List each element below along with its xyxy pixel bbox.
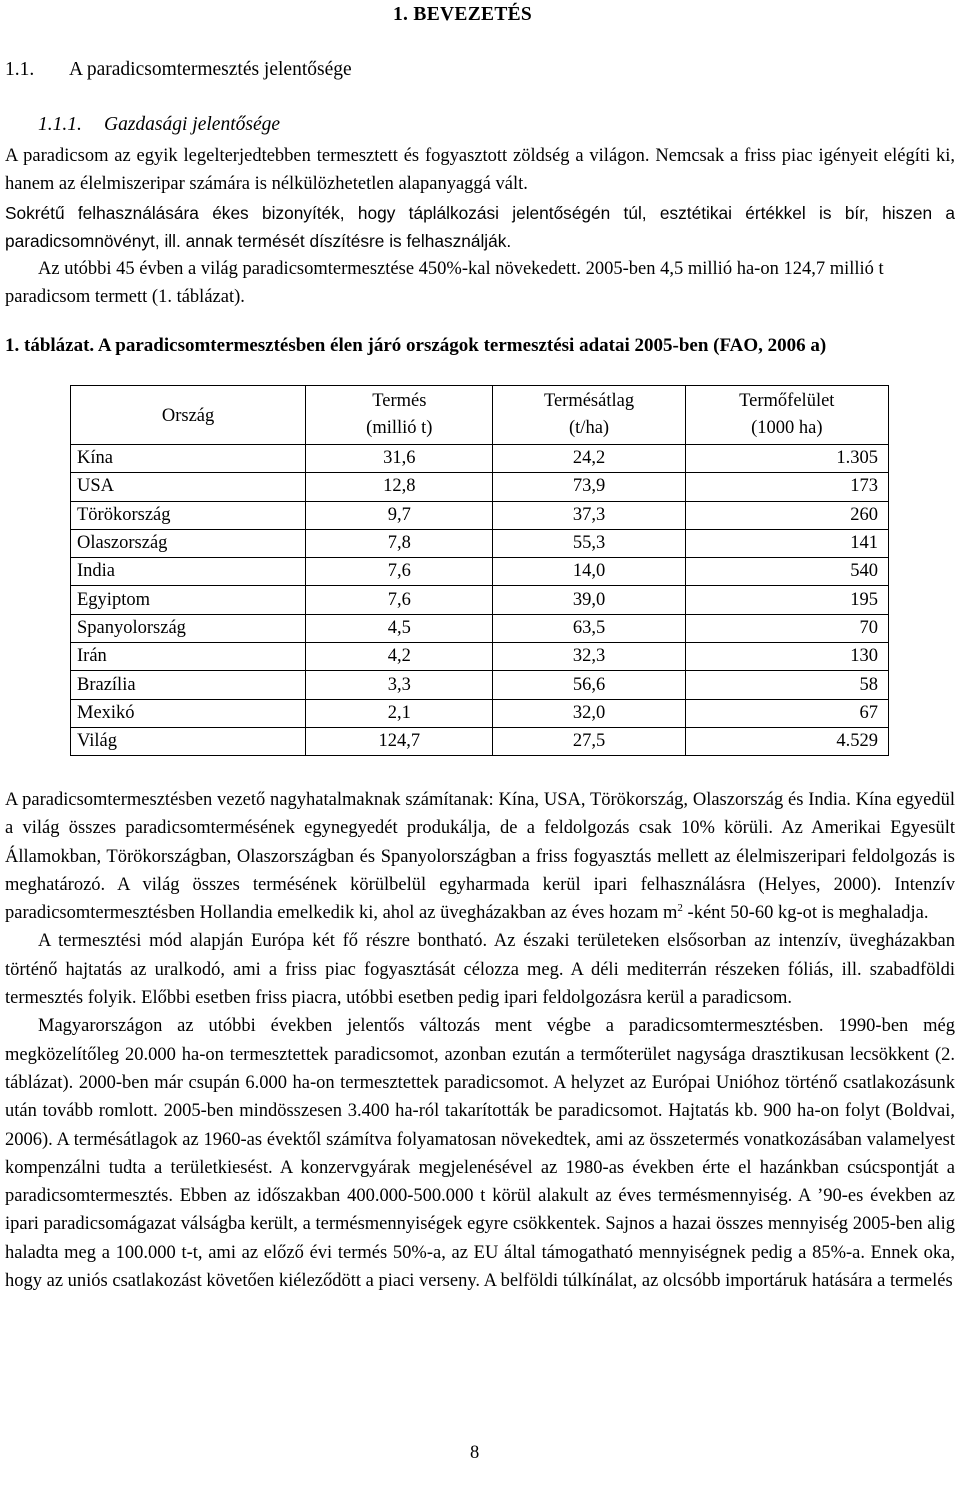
cell-area: 1.305 bbox=[685, 445, 888, 473]
cell-yield: 7,6 bbox=[306, 558, 493, 586]
cell-yield: 12,8 bbox=[306, 473, 493, 501]
table-row bbox=[71, 473, 889, 501]
cell-area: 195 bbox=[685, 586, 888, 614]
table-row bbox=[71, 614, 889, 642]
intro-sentence-2005: 2005-ben 4,5 millió ha-on 124,7 millió t paradicsom termett (1. táblázat). bbox=[5, 259, 884, 308]
header-country: Ország bbox=[71, 386, 306, 445]
cell-area: 67 bbox=[685, 699, 888, 727]
cell-area: 540 bbox=[685, 558, 888, 586]
intro-paragraph-1: A paradicsom az egyik legelterjedtebben termesztett és fogyasztott zöldség a világon. Nemcsak a friss piac igényeit elégíti ki, hanem az élelmiszeripar számára is nélkülözhetetlen alapanyaggá vált. bbox=[5, 146, 955, 195]
cell-average: 32,3 bbox=[493, 643, 685, 671]
table-row bbox=[71, 699, 889, 727]
table-row-total bbox=[71, 727, 889, 755]
body-block bbox=[5, 786, 955, 1295]
header-area: Termőfelület (1000 ha) bbox=[685, 386, 888, 445]
section-number: 1.1. bbox=[5, 59, 35, 80]
table-row bbox=[71, 586, 889, 614]
header-yield: Termés (millió t) bbox=[306, 386, 493, 445]
table-row bbox=[71, 445, 889, 473]
cell-country: Egyiptom bbox=[71, 586, 306, 614]
cell-yield: 3,3 bbox=[306, 671, 493, 699]
table-header-row bbox=[71, 386, 889, 445]
cell-yield: 124,7 bbox=[306, 727, 493, 755]
table-row bbox=[71, 671, 889, 699]
cell-country: Brazília bbox=[71, 671, 306, 699]
intro-block bbox=[5, 142, 955, 312]
cell-average: 63,5 bbox=[493, 614, 685, 642]
body-paragraph-2: A termesztési mód alapján Európa két fő részre bontható. Az északi területeken elsősorban az intenzív, üvegházakban történő hajtatás az uralkodó, ami a friss piac fogyasztását célozza meg. A déli mediterrán részeken fóliás, ill. szabadföldi termesztés folyik. Előbbi esetben friss piacra, utóbbi esetben pedig ipari feldolgozásra kerül a paradicsom. bbox=[5, 931, 955, 1009]
intro-paragraph-3 bbox=[5, 255, 955, 312]
cell-average: 32,0 bbox=[493, 699, 685, 727]
table-row bbox=[71, 643, 889, 671]
intro-sentence-growth: Az utóbbi 45 évben a világ paradicsomtermesztése 450%-kal növekedett. bbox=[38, 259, 581, 280]
page-number: 8 bbox=[470, 1443, 480, 1463]
cell-yield: 2,1 bbox=[306, 699, 493, 727]
table-row bbox=[71, 558, 889, 586]
cell-country: India bbox=[71, 558, 306, 586]
table-row bbox=[71, 501, 889, 529]
cell-country: Spanyolország bbox=[71, 614, 306, 642]
cell-average: 55,3 bbox=[493, 529, 685, 557]
subsection-heading bbox=[38, 114, 280, 136]
cell-area: 130 bbox=[685, 643, 888, 671]
cell-average: 24,2 bbox=[493, 445, 685, 473]
cell-area: 141 bbox=[685, 529, 888, 557]
cell-country: Világ bbox=[71, 727, 306, 755]
cell-area: 4.529 bbox=[685, 727, 888, 755]
table-row bbox=[71, 529, 889, 557]
cell-area: 58 bbox=[685, 671, 888, 699]
body-paragraph-3: Magyarországon az utóbbi években jelentős változás ment végbe a paradicsomtermesztésben. 1990-ben még megközelítőleg 20.000 ha-on termesztettek paradicsomot, azonban ezután a termőterület nagysága drasztikusan lecsökkent (2. táblázat). 2000-ben már csupán 6.000 ha-on termesztettek paradicsomot. A helyzet az Európai Unióhoz történő csatlakozásunk után tovább romlott. 2005-ben mindösszesen 3.400 ha-ról takarították be paradicsomot. Hajtatás kb. 900 ha-on folyt (Boldvai, 2006). A termésátlagok az 1960-as évektől számítva folyamatosan növekedtek, ami az összetermés vonatkozásában valamelyest kompenzálni tudta a területkiesést. A konzervgyárak megjelenésével az 1980-as években érte el hazánkban csúcspontját a paradicsomtermesztés. Ebben az időszakban 400.000-500.000 t körül alakult az éves termésmennyiség. A ’90-es években az ipari paradicsomágazat válságba került, a termésmennyiségek egyre csökkentek. Sajnos a hazai összes mennyiség 2005-ben alig haladta meg a 100.000 t-t, ami az előző évi termés 50%-a, az EU által támogatható mennyiségnek pedig a 85%-a. Ennek oka, hogy az uniós csatlakozást követően kiéleződött a piaci verseny. A belföldi túlkínálat, az olcsóbb importáruk hatására a termelés bbox=[5, 1016, 955, 1292]
chapter-title: 1. BEVEZETÉS bbox=[393, 4, 533, 25]
cell-country: Olaszország bbox=[71, 529, 306, 557]
table-caption: 1. táblázat. A paradicsomtermesztésben élen járó országok termesztési adatai 2005-ben (FAO, 2006 a) bbox=[5, 335, 827, 356]
cell-yield: 4,2 bbox=[306, 643, 493, 671]
section-heading bbox=[5, 59, 352, 81]
cell-yield: 4,5 bbox=[306, 614, 493, 642]
cell-country: Mexikó bbox=[71, 699, 306, 727]
cell-yield: 9,7 bbox=[306, 501, 493, 529]
cell-average: 39,0 bbox=[493, 586, 685, 614]
cell-average: 73,9 bbox=[493, 473, 685, 501]
cell-country: Törökország bbox=[71, 501, 306, 529]
body-paragraph-1: A paradicsomtermesztésben vezető nagyhatalmaknak számítanak: Kína, USA, Törökország, Olaszország és India. Kína egyedül a világ összes paradicsomtermésének egynegyedét produkálja, de a feldolgozás csak 10% körüli. Az Amerikai Egyesült Államokban, Törökországban, Olaszországban és Spanyolországban a friss fogyasztás mellett az élelmiszeripari feldolgozás is meghatározó. A világ összes termésének körülbelül egyharmada kerül ipari felhasználásra (Helyes, 2000). Intenzív paradicsomtermesztésben Hollandia emelkedik ki, ahol az üvegházakban az éves hozam $m^2$ -ként 50-60 kg-ot is meghaladja. bbox=[5, 790, 955, 924]
production-table bbox=[70, 385, 889, 756]
cell-average: 27,5 bbox=[493, 727, 685, 755]
cell-average: 14,0 bbox=[493, 558, 685, 586]
cell-yield: 7,6 bbox=[306, 586, 493, 614]
cell-area: 260 bbox=[685, 501, 888, 529]
cell-country: Kína bbox=[71, 445, 306, 473]
cell-yield: 31,6 bbox=[306, 445, 493, 473]
cell-country: Irán bbox=[71, 643, 306, 671]
section-title: A paradicsomtermesztés jelentősége bbox=[69, 59, 352, 80]
cell-average: 56,6 bbox=[493, 671, 685, 699]
cell-area: 70 bbox=[685, 614, 888, 642]
intro-paragraph-2: Sokrétű felhasználására ékes bizonyíték, hogy táplálkozási jelentőségén túl, esztétikai értékkel is bír, hiszen a paradicsomnövényt, ill. annak termését díszítésre is felhasználják. bbox=[5, 202, 955, 251]
cell-yield: 7,8 bbox=[306, 529, 493, 557]
subsection-number: 1.1.1. bbox=[38, 114, 82, 135]
cell-country: USA bbox=[71, 473, 306, 501]
cell-average: 37,3 bbox=[493, 501, 685, 529]
cell-area: 173 bbox=[685, 473, 888, 501]
superscript-2: 2 bbox=[677, 902, 683, 915]
header-average-yield: Termésátlag (t/ha) bbox=[493, 386, 685, 445]
subsection-title: Gazdasági jelentősége bbox=[104, 114, 281, 135]
